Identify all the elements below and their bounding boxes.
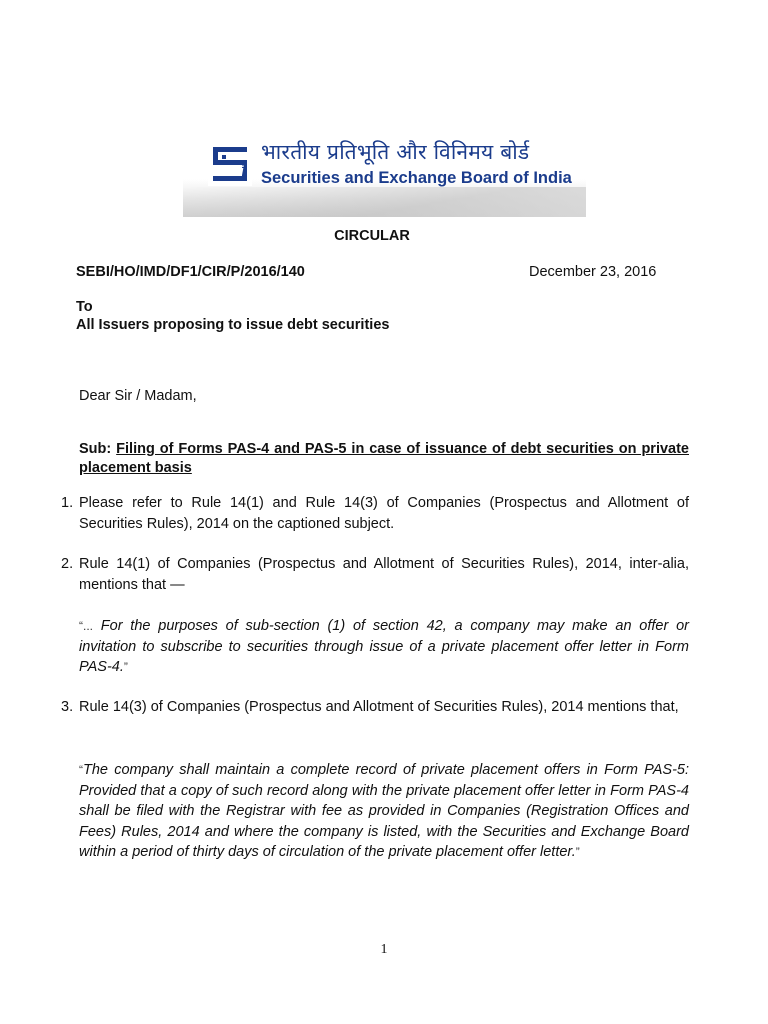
reference-number: SEBI/HO/IMD/DF1/CIR/P/2016/140: [76, 264, 305, 280]
paragraph-number: 2.: [61, 556, 74, 572]
org-name-english: Securities and Exchange Board of India: [261, 169, 572, 187]
paragraph-text: Rule 14(1) of Companies (Prospectus and Allotment of Securities Rules), 2014, inter-alia, mentions that —: [79, 556, 689, 593]
page-number: 1: [380, 942, 388, 957]
subject-label: Sub:: [79, 441, 112, 457]
org-name-hindi: भारतीय प्रतिभूति और विनिमय बोर्ड: [261, 140, 530, 164]
quote-open-mark: “...: [79, 619, 93, 633]
svg-text:bi: bi: [232, 163, 244, 178]
addressee: All Issuers proposing to issue debt securities: [76, 317, 390, 333]
paragraph-text: Please refer to Rule 14(1) and Rule 14(3) of Companies (Prospectus and Allotment of Securities Rules), 2014 on the captioned subject.: [79, 495, 689, 532]
letterhead: [183, 133, 586, 217]
paragraph-number: 1.: [61, 495, 74, 511]
to-label: To: [76, 299, 93, 315]
circular-date: December 23, 2016: [529, 264, 657, 280]
letterhead-shadow: [183, 187, 586, 217]
quote-text: The company shall maintain a complete record of private placement offers in Form PAS-5: Provided that a copy of such record along with the private placement offer letter in Form PAS-4 shall be filed with the Registrar with fee as provided in Companies (Registration Offices and Fees) Rules, 2014 and where the company is listed, with the Securities and Exchange Board within a period of thirty days of circulation of the private placement offer letter.: [79, 762, 689, 860]
paragraph-1: [61, 493, 689, 535]
paragraph-2: [61, 554, 689, 596]
paragraph-number: 3.: [61, 699, 74, 715]
quote-open-mark: “: [79, 763, 83, 777]
paragraph-text: Rule 14(3) of Companies (Prospectus and Allotment of Securities Rules), 2014 mentions that,: [79, 699, 679, 715]
document-title: CIRCULAR: [334, 228, 410, 244]
quote-close-mark: ”: [575, 845, 580, 859]
quote-text: For the purposes of sub-section (1) of section 42, a company may make an offer or invitation to subscribe to securities through issue of a private placement offer letter in Form PAS-4.: [79, 618, 689, 675]
salutation: Dear Sir / Madam,: [79, 388, 197, 404]
sebi-logo-icon: [207, 141, 253, 187]
subject-text: Filing of Forms PAS-4 and PAS-5 in case of issuance of debt securities on private placement basis: [79, 441, 689, 476]
quote-block-1: [79, 616, 689, 678]
subject-line: [79, 440, 689, 478]
quote-block-2: [79, 760, 689, 863]
paragraph-3: [61, 697, 689, 718]
quote-close-mark: ”: [123, 660, 128, 674]
